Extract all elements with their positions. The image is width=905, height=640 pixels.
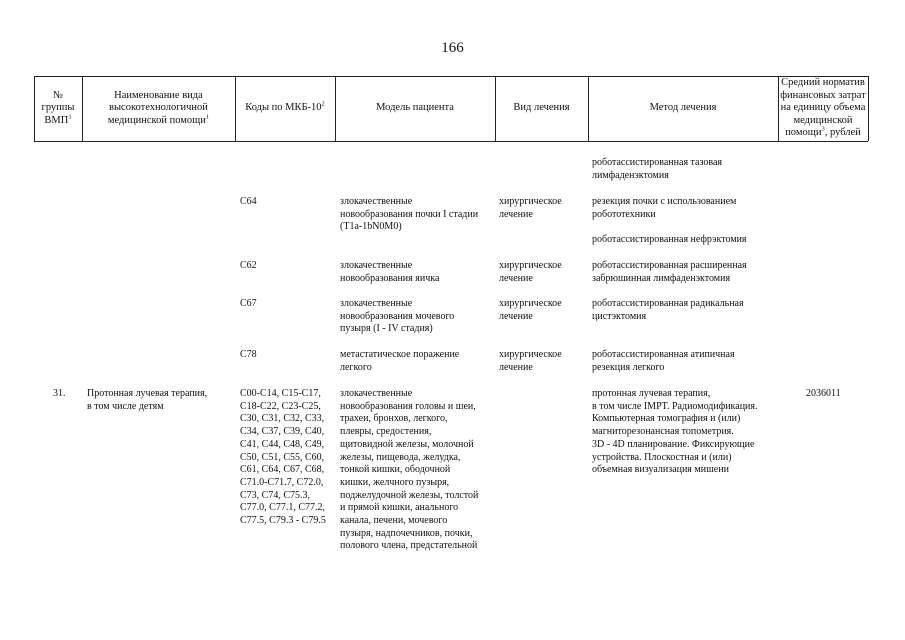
treatment-type-cell: хирургическое лечение bbox=[499, 260, 562, 284]
icd-code-cell: C00-C14, C15-C17, C18-C22, C23-C25, C30, C31, C32, C33, C34, C37, C39, C40, C41, C44, C48, C49, C50, C51, C55, C60, C61, C64, C67, C68, C71.0-C71.7, C72.0, C73, C74, C75.3, C77.0, C77.1, C77.2, C77.5, C79.3 - C79.5 bbox=[240, 388, 326, 527]
method-cell: роботассистированная атипичная резекция легкого bbox=[592, 349, 735, 373]
treatment-type-cell: хирургическое лечение bbox=[499, 349, 562, 373]
header-icd-codes: Коды по МКБ-$10^2$ bbox=[245, 100, 325, 114]
header-patient-model: Модель пациента bbox=[376, 102, 454, 114]
care-name-cell: Протонная лучевая терапия, в том числе детям bbox=[87, 388, 208, 412]
treatment-type-cell: хирургическое лечение bbox=[499, 298, 562, 322]
patient-model-cell: злокачественные новообразования мочевого пузыря (I - IV стадия) bbox=[340, 298, 455, 335]
treatment-type-cell: хирургическое лечение bbox=[499, 196, 562, 220]
method-cell: роботассистированная нефрэктомия bbox=[592, 234, 747, 245]
method-cell: роботассистированная расширенная забрюшинная лимфаденэктомия bbox=[592, 260, 747, 284]
icd-code-cell: C78 bbox=[240, 349, 257, 360]
column-divider bbox=[868, 76, 869, 141]
icd-code-cell: C67 bbox=[240, 298, 257, 309]
group-number-cell: 31. bbox=[53, 388, 66, 399]
method-cell: роботассистированная радикальная цистэктомия bbox=[592, 298, 744, 322]
icd-code-cell: C62 bbox=[240, 260, 257, 271]
method-cell: резекция почки с использованием робототехники bbox=[592, 196, 737, 220]
patient-model-cell: злокачественные новообразования яичка bbox=[340, 260, 440, 284]
patient-model-cell: злокачественные новообразования почки I стадии (T1a-1bN0M0) bbox=[340, 196, 479, 233]
average-cost-cell: 2036011 bbox=[806, 388, 841, 399]
page-number: 166 bbox=[441, 40, 464, 56]
method-cell: протонная лучевая терапия, в том числе IMPT. Радиомодификация. Компьютерная томография и (или) магниторезонансная топометрия. 3D - 4D планирование. Фиксирующие устройства. Плоскостная и (или) объемная визуализация мишени bbox=[592, 388, 758, 476]
header-care-name: Наименование вида высокотехнологичной медицинской помощи$^1$ bbox=[107, 89, 210, 126]
patient-model-cell: злокачественные новообразования головы и шеи, трахеи, бронхов, легкого, плевры, средостения, щитовидной железы, молочной железы, пищевода, желудка, тонкой кишки, ободочной кишки, желчного пузыря, поджелудочной железы, толстой и прямой кишки, анального канала, печени, мочевого пузыря, надпочечников, почки, полового члена, предстательной bbox=[340, 388, 479, 552]
patient-model-cell: метастатическое поражение легкого bbox=[340, 349, 460, 373]
header-treatment-type: Вид лечения bbox=[513, 102, 570, 114]
method-cell: роботассистированная тазовая лимфаденэктомия bbox=[592, 157, 722, 181]
header-average-cost: Средний норматив финансовых затрат на единицу объема медицинской помощи$^3$, рублей bbox=[780, 77, 866, 139]
header-group-number: № группы ВМП$^1$ bbox=[41, 89, 75, 126]
header-treatment-method: Метод лечения bbox=[649, 102, 717, 114]
icd-code-cell: C64 bbox=[240, 196, 257, 207]
header-bottom-rule bbox=[34, 141, 868, 142]
